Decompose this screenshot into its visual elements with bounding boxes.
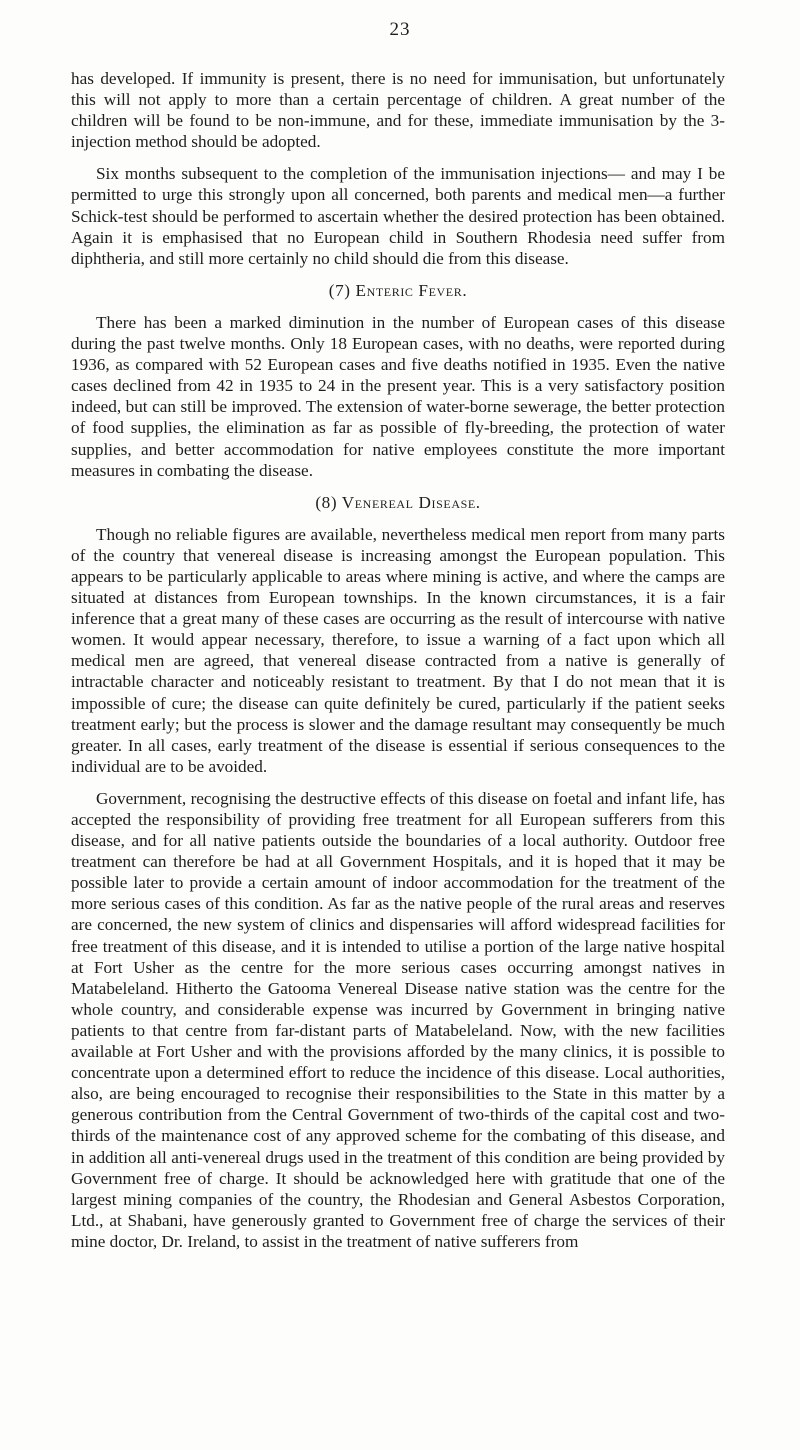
paragraph-enteric-fever: There has been a marked diminution in the number of European cases of this disease during the past twelve months. Only 18 European cases, with no deaths, were reported during 1936, as compared with 52 European cases and five deaths notified in 1935. Even the native cases declined from 42 in 1935 to 24 in the present year. This is a very satisfactory position indeed, but can still be improved. The extension of water-borne sewerage, the better protection of food supplies, the elimination as far as possible of fly-breeding, the protection of water supplies, and better accommodation for native employees constitute the more important measures in combating the disease. [71,312,725,480]
paragraph-schick-test: Six months subsequent to the completion of the immunisation injections— and may I be permitted to urge this strongly upon all concerned, both parents and medical men—a further Schick-test should be performed to ascertain whether the desired protection has been obtained. Again it is emphasised that no European child in Southern Rhodesia need suffer from diphtheria, and still more certainly no child should die from this disease. [71,164,725,268]
paragraph-continued: has developed. If immunity is present, there is no need for immunisation, but unfortunately this will not apply to more than a certain percentage of children. A great number of the children will be found to be non-immune, and for these, immediate immunisation by the 3-injection method should be adopted. [71,69,725,152]
paragraph-venereal-disease-2: Government, recognising the destructive effects of this disease on foetal and infant life, has accepted the responsibility of providing free treatment for all European sufferers from this disease, and for all native patients outside the boundaries of a local authority. Outdoor free treatment can therefore be had at all Government Hospitals, and it is hoped that it may be possible later to provide a certain amount of indoor accommodation for the treatment of the more serious cases of this condition. As far as the native people of the rural areas and reserves are concerned, the new system of clinics and dispensaries will afford widespread facilities for free treatment of this disease, and it is intended to utilise a portion of the large native hospital at Fort Usher as the centre for the more serious cases occurring amongst natives in Matabeleland. Hitherto the Gatooma Venereal Disease native station was the centre for the whole country, and considerable expense was incurred by Government in bringing native patients to that centre from far-distant parts of Matabeleland. Now, with the new facilities available at Fort Usher and with the provisions afforded by the many clinics, it is possible to concentrate upon a determined effort to reduce the incidence of this disease. Local authorities, also, are being encouraged to recognise their responsibilities to the State in this matter by a generous contribution from the Central Government of two-thirds of the capital cost and two-thirds of the maintenance cost of any approved scheme for the combating of this disease, and in addition all anti-venereal drugs used in the treatment of this condition are being provided by Government free of charge. It should be acknowledged here with gratitude that one of the largest mining companies of the country, the Rhodesian and General Asbestos Corporation, Ltd., at Shabani, have generously granted to Government free of charge the services of their mine doctor, Dr. Ireland, to assist in the treatment of native sufferers from [71,788,725,1251]
section-heading-venereal-disease: (8) Venereal Disease. [315,492,481,512]
paragraph-venereal-disease-1: Though no reliable figures are available, nevertheless medical men report from many parts of the country that venereal disease is increasing amongst the European population. This appears to be particularly applicable to areas where mining is active, and where the camps are situated at distances from European townships. In the known circumstances, it is a fair inference that a great many of these cases are occurring as the result of intercourse with native women. It would appear necessary, therefore, to issue a warning of a fact upon which all medical men are agreed, that venereal disease contracted from a native is generally of intractable character and noticeably resistant to treatment. By that I do not mean that it is impossible of cure; the disease can quite definitely be cured, particularly if the patient seeks treatment early; but the process is slower and the damage resultant may consequently be much greater. In all cases, early treatment of the disease is essential if serious consequences to the individual are to be avoided. [71,524,725,776]
page-number: 23 [389,19,411,40]
section-heading-enteric-fever: (7) Enteric Fever. [328,280,468,300]
body-text [71,68,725,1263]
